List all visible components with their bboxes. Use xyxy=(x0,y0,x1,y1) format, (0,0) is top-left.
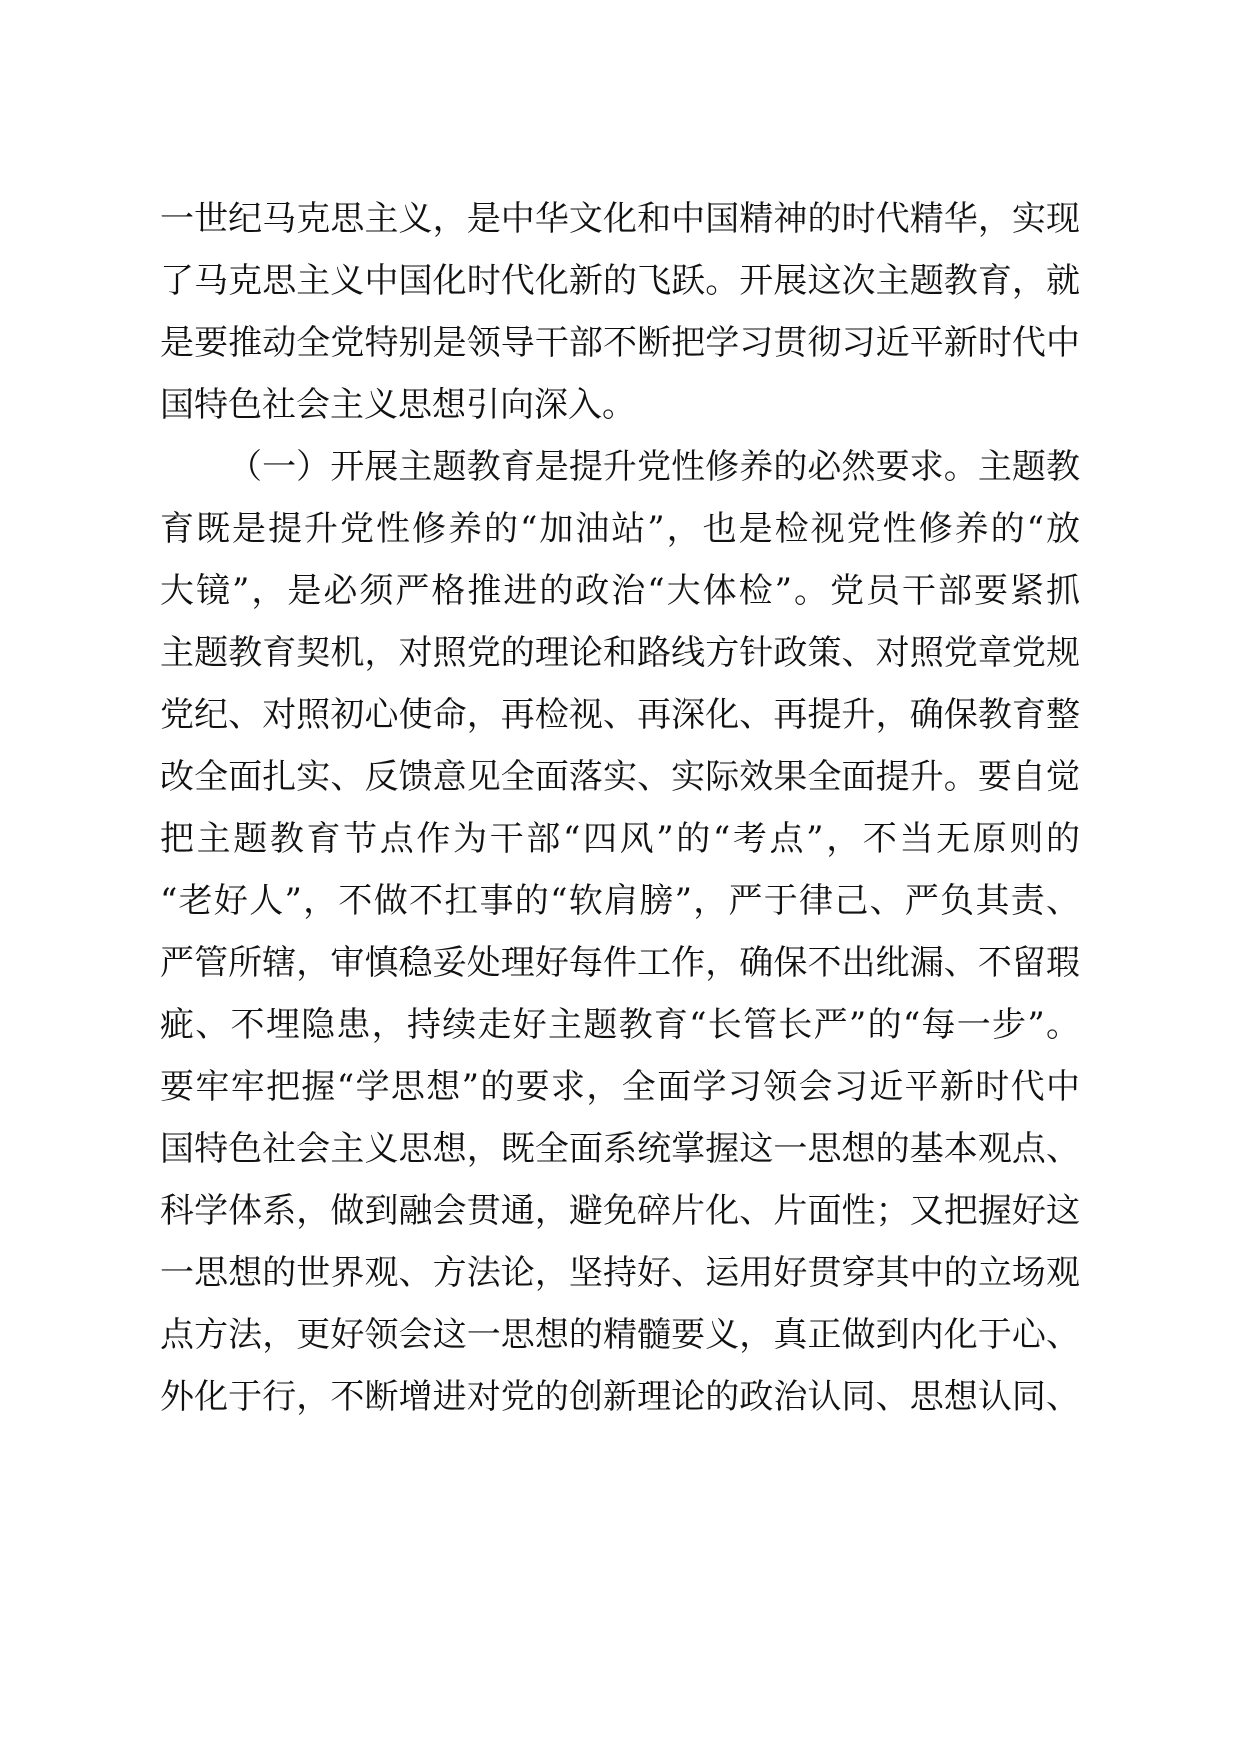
text-line: 了马克思主义中国化时代化新的飞跃。开展这次主题教育，就 xyxy=(160,261,1080,301)
section-heading-line: （一）开展主题教育是提升党性修养的必然要求。主题教 xyxy=(228,447,1080,487)
text-line: 一思想的世界观、方法论，坚持好、运用好贯穿其中的立场观 xyxy=(160,1253,1080,1293)
body-text xyxy=(160,188,1080,1428)
text-line: 科学体系，做到融会贯通，避免碎片化、片面性；又把握好这 xyxy=(160,1191,1080,1231)
text-line: 是要推动全党特别是领导干部不断把学习贯彻习近平新时代中 xyxy=(160,323,1080,363)
text-line: 改全面扎实、反馈意见全面落实、实际效果全面提升。要自觉 xyxy=(160,757,1080,797)
text-line: 育既是提升党性修养的“加油站”，也是检视党性修养的“放 xyxy=(160,509,1080,549)
text-line: 严管所辖，审慎稳妥处理好每件工作，确保不出纰漏、不留瑕 xyxy=(160,943,1080,983)
text-line: 国特色社会主义思想，既全面系统掌握这一思想的基本观点、 xyxy=(160,1129,1080,1169)
text-line: 点方法，更好领会这一思想的精髓要义，真正做到内化于心、 xyxy=(160,1315,1080,1355)
text-line: 要牢牢把握“学思想”的要求，全面学习领会习近平新时代中 xyxy=(160,1067,1080,1107)
text-line: 外化于行，不断增进对党的创新理论的政治认同、思想认同、 xyxy=(160,1377,1080,1417)
text-line: 主题教育契机，对照党的理论和路线方针政策、对照党章党规 xyxy=(160,633,1080,673)
text-line: 把主题教育节点作为干部“四风”的“考点”，不当无原则的 xyxy=(160,819,1080,859)
text-line: 大镜”，是必须严格推进的政治“大体检”。党员干部要紧抓 xyxy=(160,571,1080,611)
text-line: 疵、不埋隐患，持续走好主题教育“长管长严”的“每一步”。 xyxy=(160,1005,1080,1045)
text-line: 国特色社会主义思想引向深入。 xyxy=(160,385,636,425)
text-line: 党纪、对照初心使命，再检视、再深化、再提升，确保教育整 xyxy=(160,695,1080,735)
text-line: “老好人”，不做不扛事的“软肩膀”，严于律己、严负其责、 xyxy=(160,881,1080,921)
text-line: 一世纪马克思主义，是中华文化和中国精神的时代精华，实现 xyxy=(160,199,1080,239)
